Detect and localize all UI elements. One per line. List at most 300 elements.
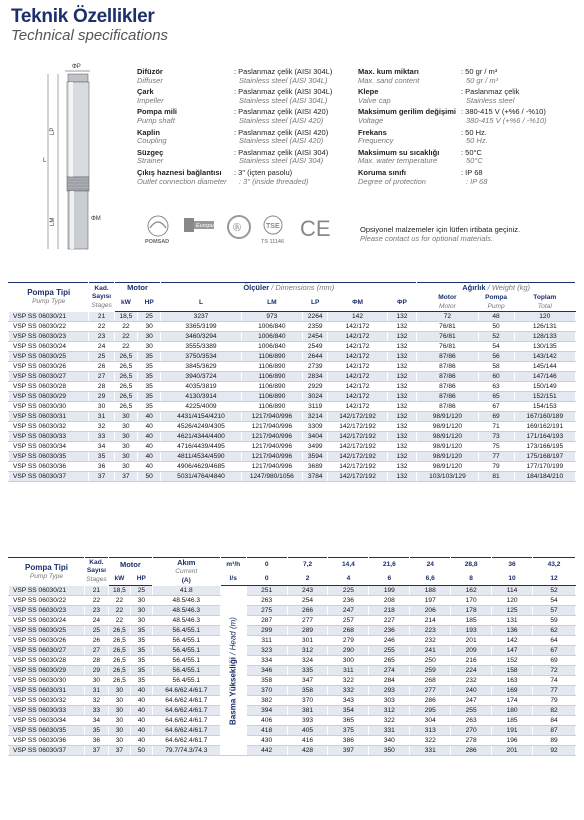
table-cell: 30 (130, 616, 152, 626)
table-cell: 64.6/62.4/61.7 (152, 686, 220, 696)
table-cell: 3594 (303, 452, 328, 462)
table-cell: 36 (89, 462, 114, 472)
table-cell: 22 (89, 322, 114, 332)
table-cell: 287 (246, 616, 287, 626)
table-cell: 24 (89, 342, 114, 352)
table-cell: VSP SS 06030/36 (9, 736, 85, 746)
table-cell: 268 (328, 626, 369, 636)
spec-value: : IP 68 (461, 167, 483, 177)
col-lm: LM (241, 293, 302, 312)
table-cell: 26,5 (108, 636, 130, 646)
table-cell: 22 (114, 342, 137, 352)
table-cell: 114 (492, 586, 533, 596)
table-cell: VSP SS 06030/26 (9, 636, 85, 646)
table-cell: 3555/3389 (161, 342, 241, 352)
spec-row (137, 129, 354, 146)
table-cell: 64.6/62.4/61.7 (152, 736, 220, 746)
table-cell: 52 (532, 586, 575, 596)
table-cell: 26 (84, 636, 108, 646)
table-cell: VSP SS 06030/23 (9, 332, 89, 342)
table-cell: 73 (478, 432, 514, 442)
spec-label-en: Valve cap (358, 95, 391, 105)
spec-value-en: : 3" (inside threaded) (239, 176, 309, 186)
table-row (9, 332, 576, 342)
table-cell: VSP SS 06030/37 (9, 472, 89, 482)
table-cell: 31 (89, 412, 114, 422)
table-cell: 218 (369, 606, 410, 616)
table-row (9, 382, 576, 392)
table-cell: 35 (130, 666, 152, 676)
table-cell: 169/162/191 (514, 422, 575, 432)
spec-row (358, 129, 581, 146)
table-cell: 299 (246, 626, 287, 636)
table-cell: 56 (478, 352, 514, 362)
table-cell: 132 (387, 382, 417, 392)
table-cell: 2834 (303, 372, 328, 382)
spec-row (137, 149, 354, 166)
flow-ls-1: 2 (287, 572, 328, 586)
table-cell: 255 (451, 706, 492, 716)
table-cell: 223 (410, 626, 451, 636)
table-cell: 142/172 (328, 382, 387, 392)
table-cell: 36 (84, 736, 108, 746)
flow-ls-4: 6,6 (410, 572, 451, 586)
ts-11146-logo (261, 216, 284, 245)
table-cell: 120 (492, 596, 533, 606)
col-weight-total: Toplam Total (514, 293, 575, 312)
table-cell: 50 (478, 322, 514, 332)
spec-value-en: 50 gr / m³ (466, 75, 499, 85)
table-cell: 4225/4009 (161, 402, 241, 412)
table-row (9, 422, 576, 432)
table-cell: VSP SS 06030/30 (9, 402, 89, 412)
table-cell: 286 (410, 696, 451, 706)
table-cell: 331 (410, 746, 451, 756)
table-cell: VSP SS 06030/25 (9, 626, 85, 636)
table-cell: 24 (84, 616, 108, 626)
dim-l-label: L (43, 158, 47, 164)
table-cell: 25 (138, 312, 161, 322)
table-cell: 1247/980/1056 (241, 472, 302, 482)
table-row (9, 596, 576, 606)
table-cell: 224 (451, 666, 492, 676)
table-cell: 56.4/55.1 (152, 656, 220, 666)
table-cell: 254 (287, 596, 328, 606)
spec-value-cell (234, 129, 354, 146)
table-cell: VSP SS 06030/33 (9, 706, 85, 716)
dim-lp-label: LP (50, 127, 56, 135)
table-cell: 64.6/62.4/61.7 (152, 706, 220, 716)
table-cell: 1217/940/996 (241, 452, 302, 462)
spec-label-en: Frequency (358, 136, 394, 146)
table-cell: 87/86 (417, 352, 478, 362)
table-row (9, 686, 576, 696)
table-cell: 52 (478, 332, 514, 342)
col-hp: HP (130, 572, 152, 586)
table-cell: 40 (138, 412, 161, 422)
table-cell: 331 (369, 726, 410, 736)
table-cell: 241 (410, 646, 451, 656)
svg-text:TS 11146: TS 11146 (261, 239, 285, 245)
page-title: Teknik Özellikler (11, 6, 155, 27)
table-row (9, 442, 576, 452)
table-cell: 40 (130, 706, 152, 716)
table-cell: 132 (387, 392, 417, 402)
table-cell: 82 (532, 706, 575, 716)
spec-value-cell (234, 88, 354, 105)
optional-note-en: Please contact us for optional materials. (360, 234, 493, 243)
spec-label-cell (358, 88, 461, 105)
table-cell: VSP SS 06030/24 (9, 342, 89, 352)
table-row (9, 606, 576, 616)
table-cell: VSP SS 06030/35 (9, 726, 85, 736)
table-cell: 30 (108, 736, 130, 746)
table-cell: 98/91/120 (417, 442, 478, 452)
table-cell: 3309 (303, 422, 328, 432)
table-cell: 1217/940/996 (241, 432, 302, 442)
table-cell: 5031/4764/4840 (161, 472, 241, 482)
spec-value: : 50 Hz. (461, 127, 487, 137)
table-cell: 255 (369, 646, 410, 656)
table-cell: 3460/3294 (161, 332, 241, 342)
dim-m-label: ΦM (91, 216, 101, 222)
spec-value-en: Stainless steel (466, 95, 515, 105)
table-cell: VSP SS 06030/21 (9, 586, 85, 596)
table-cell: 142/172 (328, 352, 387, 362)
table-cell: 98/91/120 (417, 412, 478, 422)
flow-ls-7: 12 (532, 572, 575, 586)
table-cell: 184/184/210 (514, 472, 575, 482)
table-cell: 69 (478, 412, 514, 422)
table-cell: 201 (492, 746, 533, 756)
spec-value-cell (461, 88, 581, 105)
spec-label-cell (137, 129, 234, 146)
table-cell: 132 (387, 462, 417, 472)
table-cell: 41.8 (152, 586, 220, 596)
table-cell: 442 (246, 746, 287, 756)
table-cell: VSP SS 06030/35 (9, 452, 89, 462)
table-row (9, 472, 576, 482)
table-cell: 185 (492, 716, 533, 726)
table-cell: 4035/3819 (161, 382, 241, 392)
table-row (9, 462, 576, 472)
tse-logo (228, 216, 250, 238)
table-cell: 3214 (303, 412, 328, 422)
table-cell: 358 (287, 686, 328, 696)
table-cell: VSP SS 06030/22 (9, 322, 89, 332)
table-cell: 132 (387, 312, 417, 322)
table-row (9, 656, 576, 666)
table-cell: 232 (410, 636, 451, 646)
table-cell: 77 (532, 686, 575, 696)
specs-materials (137, 68, 354, 189)
table-row (9, 696, 576, 706)
table-cell: 145/144 (514, 362, 575, 372)
optional-note-tr: Opsiyonel malzemeler için lütfen irtibata geçiniz. (360, 225, 521, 234)
spec-value-cell (461, 149, 581, 166)
table-cell: 40 (138, 462, 161, 472)
table-cell: 227 (369, 616, 410, 626)
table-cell: 30 (138, 322, 161, 332)
table-cell: VSP SS 06030/24 (9, 616, 85, 626)
col-kw: kW (114, 293, 137, 312)
table-cell: 143/142 (514, 352, 575, 362)
table-cell: 354 (328, 706, 369, 716)
spec-value: : Paslanmaz çelik (AISI 420) (234, 127, 329, 137)
table-cell: VSP SS 06030/29 (9, 666, 85, 676)
table-cell: 77 (478, 452, 514, 462)
table-cell: 23 (89, 332, 114, 342)
table-cell: 263 (246, 596, 287, 606)
table-cell: 247 (451, 696, 492, 706)
head-label-tr: Basma Yüksekliği (228, 656, 238, 725)
spec-label-en: Degree of protection (358, 176, 426, 186)
table-cell: 177/170/199 (514, 462, 575, 472)
table-cell: 3499 (303, 442, 328, 452)
table-row (9, 726, 576, 736)
table-cell: VSP SS 06030/32 (9, 696, 85, 706)
table-cell: 346 (246, 666, 287, 676)
table-cell: 1106/890 (241, 392, 302, 402)
spec-label-en: Diffuser (137, 75, 163, 85)
performance-table (8, 557, 576, 756)
table-cell: 75 (478, 442, 514, 452)
table-cell: 142/172 (328, 372, 387, 382)
table-cell: VSP SS 06030/34 (9, 716, 85, 726)
col-p: ΦP (387, 293, 417, 312)
table-cell: 279 (328, 636, 369, 646)
table-cell: VSP SS 06030/22 (9, 596, 85, 606)
table-cell: 132 (387, 372, 417, 382)
table-cell: 98/91/120 (417, 422, 478, 432)
table-cell: 265 (369, 656, 410, 666)
table-cell: 323 (246, 646, 287, 656)
table-cell: VSP SS 06030/34 (9, 442, 89, 452)
table-cell: 3940/3724 (161, 372, 241, 382)
spec-row (358, 149, 581, 166)
table-cell: 132 (387, 342, 417, 352)
table-cell: 130/135 (514, 342, 575, 352)
col-weight-pump: Pompa Pump (478, 293, 514, 312)
table-cell: VSP SS 06030/31 (9, 686, 85, 696)
flow-ls-6: 10 (492, 572, 533, 586)
table-cell: 40 (130, 736, 152, 746)
table-cell: 22 (114, 322, 137, 332)
table-cell: 2739 (303, 362, 328, 372)
table-cell: 22 (108, 606, 130, 616)
table-cell: 26,5 (114, 352, 137, 362)
flow-ls-2: 4 (328, 572, 369, 586)
table-cell: 35 (138, 402, 161, 412)
table-cell: 142/172/192 (328, 472, 387, 482)
table-cell: 3784 (303, 472, 328, 482)
table-cell: 30 (114, 412, 137, 422)
col-pump-type: Pompa Tipi Pump Type (9, 283, 89, 312)
flow-ls-0: 0 (246, 572, 287, 586)
flow-m3h-6: 36 (492, 558, 533, 572)
table-cell: 180 (492, 706, 533, 716)
table-cell: 169 (492, 686, 533, 696)
table-cell: 3689 (303, 462, 328, 472)
table-cell: 26,5 (114, 392, 137, 402)
table-cell: 33 (84, 706, 108, 716)
table-cell: 270 (451, 726, 492, 736)
table-cell: 334 (246, 656, 287, 666)
spec-value-cell (461, 129, 581, 146)
table-row (9, 362, 576, 372)
table-cell: 191 (492, 726, 533, 736)
table-cell: 35 (130, 676, 152, 686)
table-cell: 206 (410, 606, 451, 616)
table-cell: 60 (478, 372, 514, 382)
table-cell: 209 (451, 646, 492, 656)
table-cell: VSP SS 06030/23 (9, 606, 85, 616)
table-cell: 26 (89, 362, 114, 372)
table-cell: 232 (451, 676, 492, 686)
table-cell: 4621/4344/4400 (161, 432, 241, 442)
table-cell: 76/81 (417, 322, 478, 332)
table-cell: 25 (89, 352, 114, 362)
spec-value-en: 50 Hz. (466, 136, 488, 146)
table-cell: 312 (369, 706, 410, 716)
table-cell: 26,5 (108, 676, 130, 686)
table-cell: 18,5 (108, 586, 130, 596)
table-cell: 26,5 (114, 362, 137, 372)
spec-label-cell (358, 149, 461, 166)
spec-label-en: Coupling (137, 136, 167, 146)
table-cell: 87/86 (417, 362, 478, 372)
table-row (9, 706, 576, 716)
table-cell: 64.6/62.4/61.7 (152, 716, 220, 726)
table-cell: 3237 (161, 312, 241, 322)
table-cell: 65 (478, 392, 514, 402)
table-cell: 397 (328, 746, 369, 756)
table-cell: 4431/4154/4210 (161, 412, 241, 422)
spec-label: Pompa mili (137, 107, 178, 117)
table-cell: 268 (410, 676, 451, 686)
spec-row (358, 68, 581, 85)
table-cell: VSP SS 06030/27 (9, 646, 85, 656)
table-cell: 50 (130, 746, 152, 756)
table-cell: 142/172 (328, 332, 387, 342)
table-cell: 170 (451, 596, 492, 606)
spec-label: Maksimum su sıcaklığı (358, 147, 440, 157)
spec-value-cell (461, 169, 581, 186)
table-cell: 394 (246, 706, 287, 716)
table-cell: 312 (287, 646, 328, 656)
table-cell: 23 (84, 606, 108, 616)
table-cell: 92 (532, 746, 575, 756)
table-cell: 193 (451, 626, 492, 636)
col-dimensions: Ölçüler / Dimensions (mm) (161, 283, 417, 293)
table-cell: VSP SS 06030/31 (9, 412, 89, 422)
spec-label-en: Strainer (137, 156, 164, 166)
table-row (9, 322, 576, 332)
table-cell: 26,5 (114, 402, 137, 412)
table-row (9, 586, 576, 596)
spec-value: : Paslanmaz çelik (AISI 304L) (234, 87, 333, 97)
table-cell: 4716/4439/4495 (161, 442, 241, 452)
table-cell: 240 (451, 686, 492, 696)
table-cell: 370 (246, 686, 287, 696)
table-cell: 196 (492, 736, 533, 746)
table-cell: 48.5/46.3 (152, 606, 220, 616)
spec-value: : 3" (içten pasolu) (234, 167, 293, 177)
table-cell: 27 (89, 372, 114, 382)
table-cell: 266 (287, 606, 328, 616)
table-cell: 128/133 (514, 332, 575, 342)
table-row (9, 432, 576, 442)
table-cell: 162 (451, 586, 492, 596)
table-cell: 178 (451, 606, 492, 616)
table-cell: 87 (532, 726, 575, 736)
table-cell: 72 (532, 666, 575, 676)
table-row (9, 716, 576, 726)
table-row (9, 646, 576, 656)
table-cell: VSP SS 06030/33 (9, 432, 89, 442)
table-cell: 40 (138, 442, 161, 452)
spec-label: Difüzör (137, 67, 163, 76)
table-cell: 1106/890 (241, 382, 302, 392)
table-cell: 103/103/129 (417, 472, 478, 482)
spec-value-en: 380-415 V (+%6 / -%10) (466, 115, 547, 125)
table-cell: 56.4/55.1 (152, 646, 220, 656)
table-cell: 303 (369, 696, 410, 706)
table-cell: 57 (532, 606, 575, 616)
table-cell: 48.5/46.3 (152, 616, 220, 626)
table-cell: 340 (369, 736, 410, 746)
table-cell: 142/172/192 (328, 432, 387, 442)
table-cell: 40 (130, 696, 152, 706)
spec-label-en: Outlet connection diameter (137, 176, 227, 186)
table-cell: 251 (246, 586, 287, 596)
table-cell: 30 (130, 606, 152, 616)
table-cell: 142/172 (328, 342, 387, 352)
table-cell: 375 (328, 726, 369, 736)
table-cell: 243 (287, 586, 328, 596)
table-cell: 26,5 (108, 646, 130, 656)
table-cell: 22 (114, 332, 137, 342)
spec-label-cell (137, 169, 234, 186)
table-cell: 173/166/195 (514, 442, 575, 452)
spec-label-cell (137, 68, 234, 85)
optional-materials-note (360, 225, 520, 243)
table-cell: 132 (387, 442, 417, 452)
table-cell: 58 (478, 362, 514, 372)
table-cell: 64.6/62.4/61.7 (152, 726, 220, 736)
table-cell: 72 (417, 312, 478, 322)
spec-value-cell (234, 108, 354, 125)
spec-value-en: 50°C (466, 156, 483, 166)
table-cell: 132 (387, 422, 417, 432)
table-cell: 40 (130, 716, 152, 726)
spec-row (358, 169, 581, 186)
table-cell: 236 (369, 626, 410, 636)
table-cell: VSP SS 06030/28 (9, 656, 85, 666)
table-row (9, 452, 576, 462)
spec-value-cell (461, 68, 581, 85)
spec-label-cell (358, 108, 461, 125)
table-cell: 132 (387, 402, 417, 412)
table-cell: 208 (369, 596, 410, 606)
spec-value-en: Stainless steel (AISI 304L) (239, 75, 328, 85)
table-cell: 87/86 (417, 372, 478, 382)
table-cell: 35 (130, 646, 152, 656)
table-cell: 40 (130, 726, 152, 736)
col-hp: HP (138, 293, 161, 312)
table-cell: 37 (84, 746, 108, 756)
table-row (9, 312, 576, 322)
